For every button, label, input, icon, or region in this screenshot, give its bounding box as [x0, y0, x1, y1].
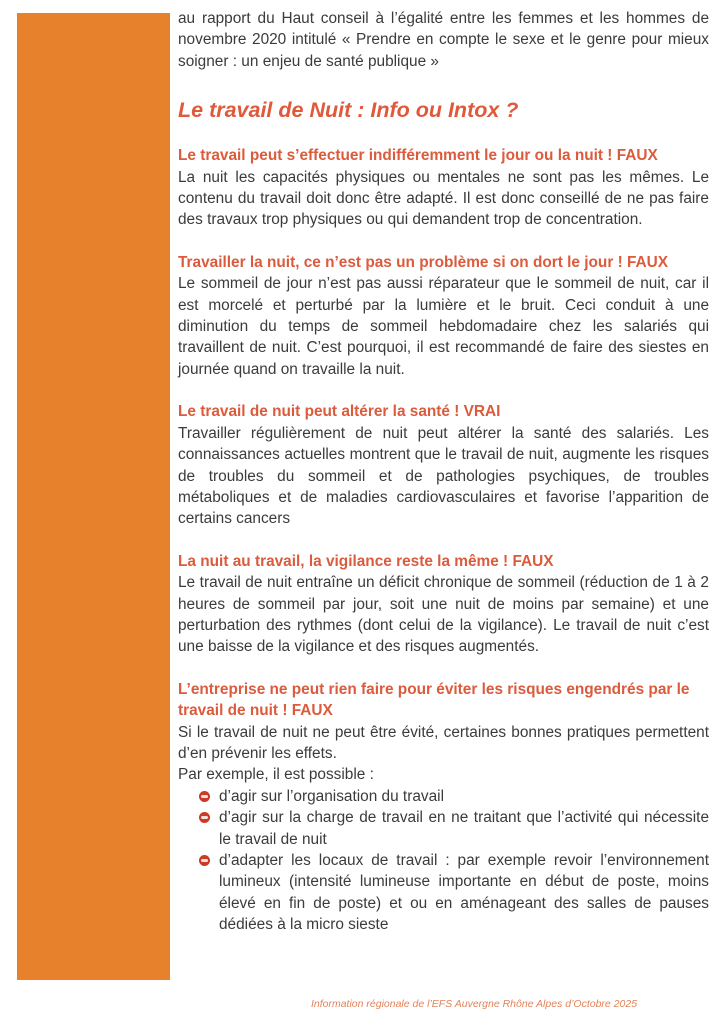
section-body: La nuit les capacités physiques ou mentales ne sont pas les mêmes. Le contenu du travail doit donc être adapté. Il est donc conseillé de ne pas faire des travaux trop physiques ou qui demandent trop de concentration. [178, 168, 709, 229]
section-sleep-by-day [178, 252, 709, 380]
section-body: Le travail de nuit entraîne un déficit chronique de sommeil (réduction de 1 à 2 heures de sommeil par jour, soit une nuit de moins par semaine) et une perturbation des rythmes (dont celui de la vigilance). Le travail de nuit c’est une baisse de la vigilance et des risques augmentés. [178, 574, 709, 656]
section-health-impact [178, 401, 709, 529]
bullet-dot-icon [199, 812, 210, 823]
section-company-prevention [178, 679, 709, 936]
bullet-dot-icon [199, 855, 210, 866]
left-accent-bar [17, 13, 170, 980]
list-item-text: d’agir sur la charge de travail en ne traitant que l’activité qui nécessite le travail de nuit [219, 809, 709, 848]
section-heading: L’entreprise ne peut rien faire pour éviter les risques engendrés par le travail de nuit ! FAUX [178, 680, 690, 720]
document-content [178, 8, 709, 936]
section-body: Le sommeil de jour n’est pas aussi réparateur que le sommeil de nuit, car il est morcelé et perturbé par la lumière et le bruit. Ceci conduit à une diminution du temps de sommeil hebdomadaire chez les salariés qui travaillent de nuit. C’est pourquoi, il est recommandé de faire des siestes en journée quand on travaille la nuit. [178, 275, 709, 378]
section-work-day-or-night [178, 145, 709, 231]
list-item [199, 807, 709, 850]
section-body: Travailler régulièrement de nuit peut altérer la santé des salariés. Les connaissances actuelles montrent que le travail de nuit, augmente les risques de troubles du sommeil et de pathologies psychiques, de troubles métaboliques et de maladies cardiovasculaires et favorise l’apparition de certains cancers [178, 424, 709, 528]
intro-paragraph: au rapport du Haut conseil à l’égalité entre les femmes et les hommes de novembre 2020 intitulé « Prendre en compte le sexe et le genre pour mieux soigner : un enjeu de santé publique » [178, 10, 709, 70]
page-title: Le travail de Nuit : Info ou Intox ? [178, 98, 519, 123]
list-item-text: d’adapter les locaux de travail : par exemple revoir l’environnement lumineux (intensité lumineuse importante en début de poste, moins élevé en fin de poste) et ou en aménageant des salles de pauses dédiées à la micro sieste [219, 852, 709, 934]
list-item-text: d’agir sur l’organisation du travail [219, 787, 444, 805]
section-heading: Travailler la nuit, ce n’est pas un problème si on dort le jour ! FAUX [178, 253, 669, 271]
section-vigilance [178, 551, 709, 658]
bullet-dot-icon [199, 791, 210, 802]
footer-note: Information régionale de l’EFS Auvergne Rhône Alpes d’Octobre 2025 [310, 998, 638, 1010]
section-body: Si le travail de nuit ne peut être évité, certaines bonnes pratiques permettent d’en prévenir les effets. [178, 723, 709, 762]
section-heading: Le travail peut s’effectuer indifféremment le jour ou la nuit ! FAUX [178, 147, 658, 165]
prevention-bullet-list [178, 786, 709, 936]
list-item [199, 786, 709, 807]
section-heading: La nuit au travail, la vigilance reste la même ! FAUX [178, 552, 554, 570]
list-item [199, 850, 709, 936]
section-heading: Le travail de nuit peut altérer la santé ! VRAI [178, 403, 501, 421]
examples-intro: Par exemple, il est possible : [178, 766, 374, 784]
